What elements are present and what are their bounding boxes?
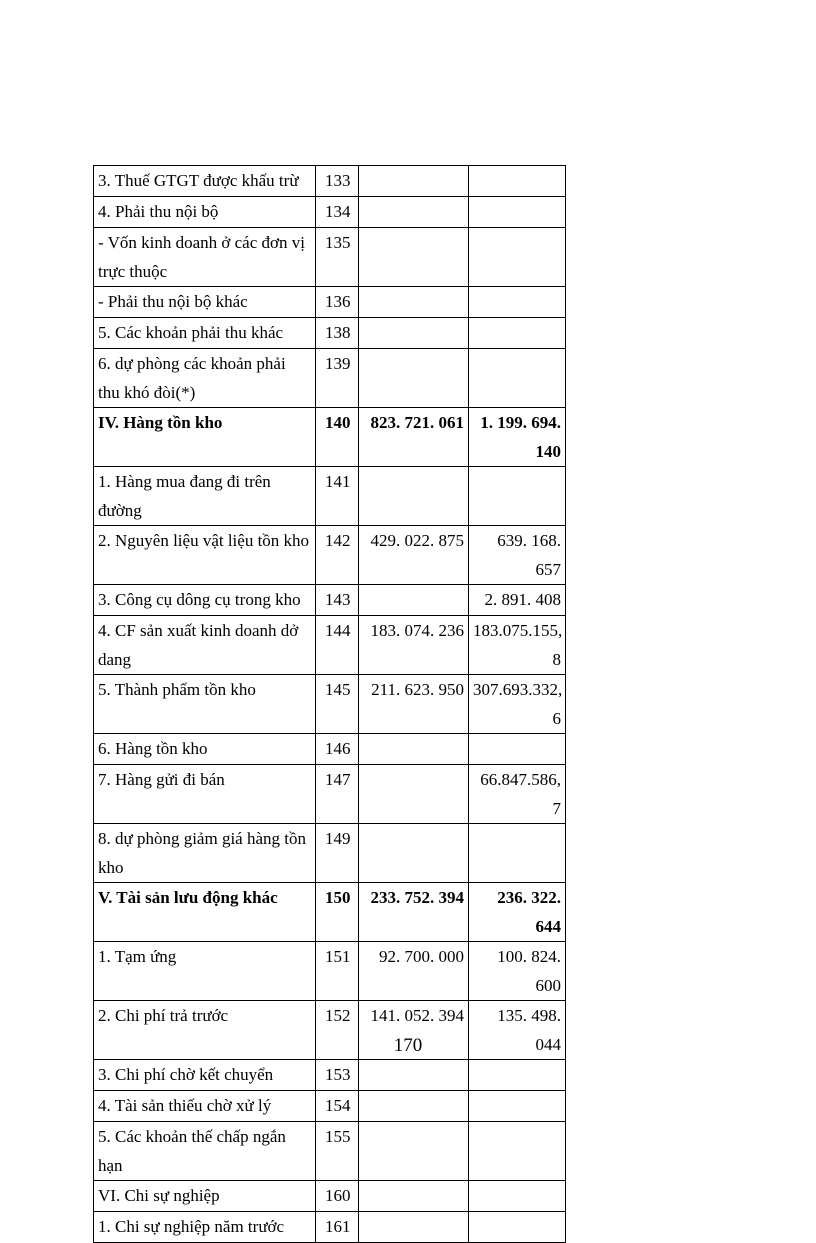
table-row [94, 1181, 566, 1212]
row-code-cell: 142 [316, 526, 359, 585]
row-value-previous-cell: 236. 322. 644 [469, 883, 566, 942]
row-value-current-cell [359, 1122, 469, 1181]
table-row [94, 734, 566, 765]
row-value-previous-cell [469, 1091, 566, 1122]
row-name-cell: VI. Chi sự nghiệp [94, 1181, 316, 1212]
row-value-current-cell [359, 585, 469, 616]
row-value-previous-cell [469, 824, 566, 883]
row-value-current-cell [359, 1091, 469, 1122]
row-value-previous-cell [469, 349, 566, 408]
row-value-previous-cell [469, 734, 566, 765]
row-code-cell: 146 [316, 734, 359, 765]
row-code-cell: 135 [316, 228, 359, 287]
row-code-cell: 152 [316, 1001, 359, 1060]
row-value-previous-cell [469, 228, 566, 287]
table-row [94, 197, 566, 228]
row-name-cell: 3. Chi phí chờ kết chuyển [94, 1060, 316, 1091]
row-value-previous-cell: 66.847.586, 7 [469, 765, 566, 824]
table-row [94, 1091, 566, 1122]
row-value-previous-cell [469, 1122, 566, 1181]
row-value-current-cell: 92. 700. 000 [359, 942, 469, 1001]
row-code-cell: 151 [316, 942, 359, 1001]
row-code-cell: 153 [316, 1060, 359, 1091]
row-code-cell: 149 [316, 824, 359, 883]
table-row [94, 942, 566, 1001]
row-code-cell: 150 [316, 883, 359, 942]
row-name-cell: 4. Phải thu nội bộ [94, 197, 316, 228]
table-row [94, 1212, 566, 1243]
row-code-cell: 138 [316, 318, 359, 349]
row-name-cell: 5. Thành phẩm tồn kho [94, 675, 316, 734]
row-code-cell: 141 [316, 467, 359, 526]
row-value-current-cell: 183. 074. 236 [359, 616, 469, 675]
row-value-current-cell: 429. 022. 875 [359, 526, 469, 585]
row-value-previous-cell [469, 197, 566, 228]
row-code-cell: 154 [316, 1091, 359, 1122]
table-row [94, 765, 566, 824]
row-value-current-cell [359, 287, 469, 318]
row-value-current-cell: 233. 752. 394 [359, 883, 469, 942]
row-code-cell: 133 [316, 166, 359, 197]
row-name-cell: 3. Thuế GTGT được khấu trừ [94, 166, 316, 197]
row-value-current-cell: 211. 623. 950 [359, 675, 469, 734]
table-row [94, 616, 566, 675]
row-name-cell: - Phải thu nội bộ khác [94, 287, 316, 318]
row-code-cell: 136 [316, 287, 359, 318]
table-row [94, 824, 566, 883]
row-code-cell: 139 [316, 349, 359, 408]
row-name-cell: 4. CF sản xuất kinh doanh dở dang [94, 616, 316, 675]
row-code-cell: 145 [316, 675, 359, 734]
row-value-previous-cell: 100. 824. 600 [469, 942, 566, 1001]
table-row [94, 166, 566, 197]
row-value-current-cell [359, 824, 469, 883]
row-value-previous-cell [469, 1212, 566, 1243]
table-row [94, 287, 566, 318]
row-value-current-cell [359, 349, 469, 408]
row-value-current-cell [359, 1212, 469, 1243]
row-value-current-cell: 823. 721. 061 [359, 408, 469, 467]
row-value-current-cell [359, 228, 469, 287]
row-value-previous-cell [469, 287, 566, 318]
row-code-cell: 144 [316, 616, 359, 675]
row-code-cell: 143 [316, 585, 359, 616]
table-row [94, 585, 566, 616]
row-name-cell: 1. Hàng mua đang đi trên đường [94, 467, 316, 526]
row-value-previous-cell: 639. 168. 657 [469, 526, 566, 585]
row-value-previous-cell [469, 1181, 566, 1212]
page-number: 170 [393, 1035, 423, 1056]
table-row [94, 675, 566, 734]
row-name-cell: 2. Chi phí trả trước [94, 1001, 316, 1060]
table-row [94, 408, 566, 467]
row-name-cell: 5. Các khoản phải thu khác [94, 318, 316, 349]
row-value-current-cell [359, 318, 469, 349]
table-body [94, 166, 566, 1243]
row-value-current-cell [359, 1181, 469, 1212]
row-value-previous-cell: 183.075.155, 8 [469, 616, 566, 675]
table-row [94, 1122, 566, 1181]
row-value-previous-cell [469, 318, 566, 349]
row-name-cell: 4. Tài sản thiếu chờ xử lý [94, 1091, 316, 1122]
row-value-current-cell [359, 734, 469, 765]
table-row [94, 883, 566, 942]
row-value-previous-cell: 307.693.332, 6 [469, 675, 566, 734]
table-row [94, 349, 566, 408]
table-row [94, 526, 566, 585]
row-value-previous-cell: 1. 199. 694. 140 [469, 408, 566, 467]
row-code-cell: 140 [316, 408, 359, 467]
row-value-current-cell [359, 197, 469, 228]
row-value-previous-cell [469, 1060, 566, 1091]
row-value-current-cell [359, 166, 469, 197]
row-name-cell: 1. Chi sự nghiệp năm trước [94, 1212, 316, 1243]
row-value-previous-cell [469, 467, 566, 526]
row-value-previous-cell: 135. 498. 044 [469, 1001, 566, 1060]
row-name-cell: - Vốn kinh doanh ở các đơn vị trực thuộc [94, 228, 316, 287]
table-row [94, 1060, 566, 1091]
row-name-cell: 5. Các khoản thế chấp ngắn hạn [94, 1122, 316, 1181]
row-value-previous-cell: 2. 891. 408 [469, 585, 566, 616]
row-value-current-cell [359, 765, 469, 824]
table-row [94, 318, 566, 349]
row-code-cell: 147 [316, 765, 359, 824]
table-row [94, 228, 566, 287]
row-name-cell: 6. dự phòng các khoản phải thu khó đòi(*) [94, 349, 316, 408]
row-name-cell: 3. Công cụ dông cụ trong kho [94, 585, 316, 616]
row-value-current-cell [359, 467, 469, 526]
row-name-cell: 8. dự phòng giảm giá hàng tồn kho [94, 824, 316, 883]
row-value-current-cell [359, 1060, 469, 1091]
balance-sheet-table [93, 165, 566, 1243]
row-name-cell: IV. Hàng tồn kho [94, 408, 316, 467]
row-name-cell: 2. Nguyên liệu vật liệu tồn kho [94, 526, 316, 585]
row-name-cell: 7. Hàng gửi đi bán [94, 765, 316, 824]
row-code-cell: 134 [316, 197, 359, 228]
row-value-current-cell: 141. 052. 394 [359, 1001, 469, 1060]
table-row [94, 467, 566, 526]
row-code-cell: 161 [316, 1212, 359, 1243]
row-name-cell: 6. Hàng tồn kho [94, 734, 316, 765]
row-code-cell: 155 [316, 1122, 359, 1181]
row-name-cell: V. Tài sản lưu động khác [94, 883, 316, 942]
row-name-cell: 1. Tạm ứng [94, 942, 316, 1001]
row-value-previous-cell [469, 166, 566, 197]
row-code-cell: 160 [316, 1181, 359, 1212]
